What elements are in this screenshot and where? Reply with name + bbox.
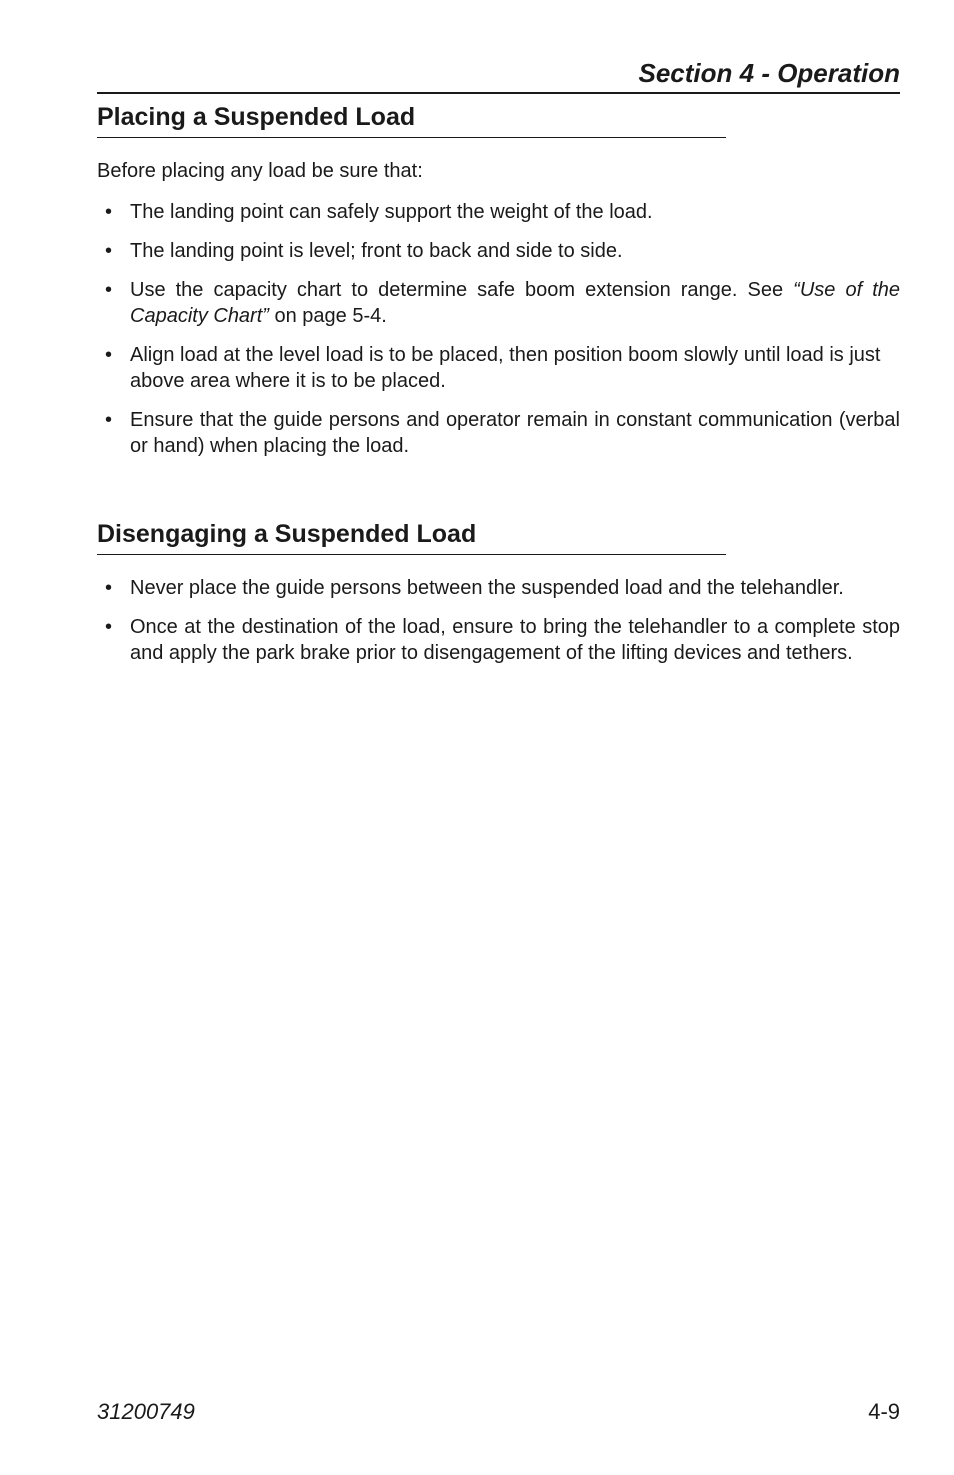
list-item-text: Never place the guide persons between the suspended load and the telehandler.: [130, 577, 844, 599]
intro-text: Before placing any load be sure that:: [97, 160, 423, 182]
list-item: [97, 277, 900, 329]
page-header: [97, 56, 900, 94]
list-item: [97, 342, 900, 394]
list-item-text: Ensure that the guide persons and operator remain in constant communication (verbal or hand) when placing the load.: [130, 409, 900, 457]
list-item-text: Once at the destination of the load, ensure to bring the telehandler to a complete stop and apply the park brake prior to disengagement of the lifting devices and tethers.: [130, 616, 900, 664]
list-item-text: The landing point is level; front to back and side to side.: [130, 240, 623, 262]
disengaging-bullet-list: [97, 575, 900, 679]
heading-disengaging-suspended-load: Disengaging a Suspended Load: [97, 519, 726, 555]
list-item: [97, 407, 900, 459]
bullet-icon: •: [105, 279, 113, 301]
list-item: [97, 575, 900, 601]
list-item-text: Align load at the level load is to be placed, then position boom slowly until load is just above area where it is to be placed.: [130, 344, 881, 392]
list-item: [97, 614, 900, 666]
bullet-icon: •: [105, 240, 113, 262]
section-title: Section 4 - Operation: [638, 58, 900, 88]
list-item: [97, 238, 900, 264]
list-item-text: on page 5-4.: [268, 305, 387, 327]
list-item: [97, 199, 900, 225]
bullet-icon: •: [105, 344, 113, 366]
cross-reference-link[interactable]: “Use of the Capacity Chart”: [130, 279, 900, 327]
bullet-icon: •: [105, 616, 113, 638]
page-number: 4-9: [868, 1399, 900, 1424]
placing-bullet-list: [97, 199, 900, 472]
list-item-text: Use the capacity chart to determine safe boom extension range. See: [130, 279, 794, 301]
bullet-icon: •: [105, 409, 113, 431]
document-number: 31200749: [97, 1399, 195, 1424]
heading-placing-suspended-load: Placing a Suspended Load: [97, 102, 726, 138]
bullet-icon: •: [105, 201, 113, 223]
list-item-text: The landing point can safely support the weight of the load.: [130, 201, 653, 223]
bullet-icon: •: [105, 577, 113, 599]
